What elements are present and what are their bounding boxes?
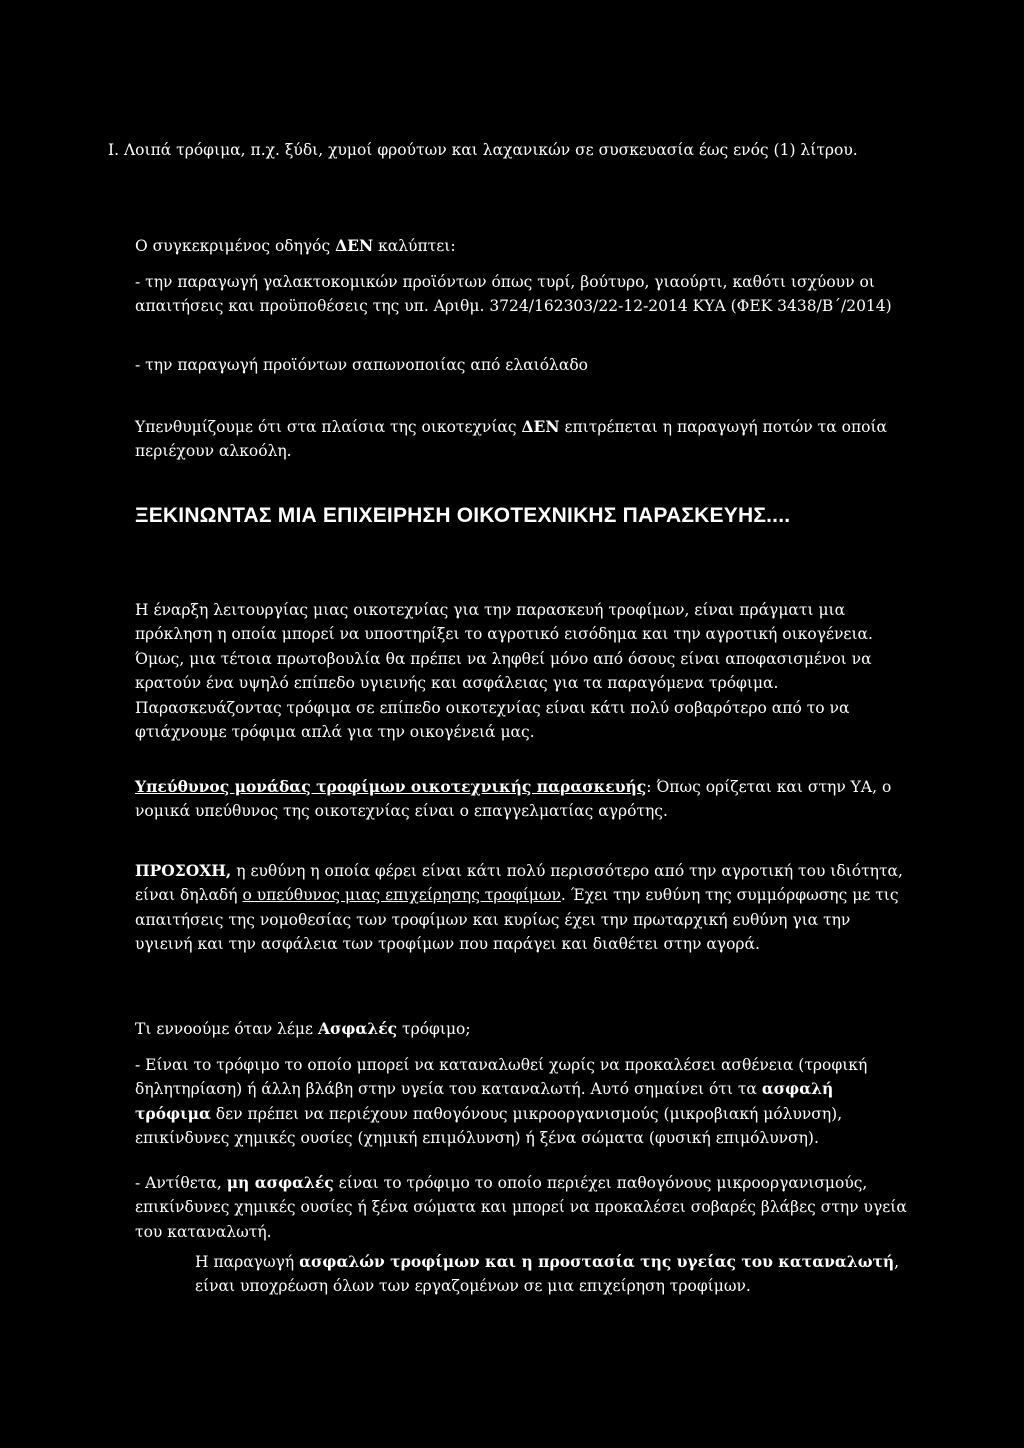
- attention-paragraph: ΠΡΟΣΟΧΗ, η ευθύνη η οποία φέρει είναι κάτι πολύ περισσότερο από την αγροτική του ιδιότητα, είναι δηλαδή ο υπεύθυνος μιας επιχείρησης τροφίμων. Έχει την ευθύνη της συμμόρφωσης με τις απαιτήσεις της νομοθεσίας των τροφίμων και κυρίως έχει την πρωταρχική ευθύνη για την υγιεινή και την ασφάλεια των τροφίμων που παράγει και διαθέτει στην αγορά.: [135, 861, 903, 954]
- responsible-paragraph: Υπεύθυνος μονάδας τροφίμων οικοτεχνικής παρασκευής: Όπως ορίζεται και στην ΥΑ, ο νομικά υπεύθυνος της οικοτεχνίας είναι ο επαγγελματίας αγρότης.: [135, 777, 892, 821]
- safe-food-question: Τι εννοούμε όταν λέμε Ασφαλές τρόφιμο;: [135, 1019, 471, 1038]
- section-heading: ΞΕΚΙΝΩΝΤΑΣ ΜΙΑ ΕΠΙΧΕΙΡΗΣΗ ΟΙΚΟΤΕΧΝΙΚΗΣ ΠΑΡΑΣΚΕΥΗΣ....: [135, 504, 791, 527]
- exclusion-item-soap: - την παραγωγή προϊόντων σαπωνοποιίας από ελαιόλαδο: [135, 356, 588, 374]
- exclusion-item-dairy: - την παραγωγή γαλακτοκομικών προϊόντων όπως τυρί, βούτυρο, γιαούρτι, καθότι ισχύουν οι απαιτήσεις και προϋποθέσεις της υπ. Αριθμ. 3724/162303/22-12-2014 ΚΥΑ (ΦΕΚ 3438/Β΄/2014): [135, 273, 892, 316]
- intro-paragraph: Η έναρξη λειτουργίας μιας οικοτεχνίας για την παρασκευή τροφίμων, είναι πράγματι μια πρόκληση η οποία μπορεί να υποστηρίξει το αγροτικό εισόδημα και την αγροτική οικογένεια. Όμως, μια τέτοια πρωτοβουλία θα πρέπει να ληφθεί μόνο από όσους είναι αποφασισμένοι να κρατούν ένα υψηλό επίπεδο υγιεινής και ασφάλειας για τα παραγόμενα τρόφιμα. Παρασκευάζοντας τρόφιμα σε επίπεδο οικοτεχνίας είναι κάτι πολύ σοβαρότερο από το να φτιάχνουμε τρόφιμα απλά για την οικογένειά μας.: [135, 601, 873, 742]
- exclusions-intro: Ο συγκεκριμένος οδηγός ΔΕΝ καλύπτει:: [135, 236, 456, 255]
- safe-food-definition: - Είναι το τρόφιμο το οποίο μπορεί να καταναλωθεί χωρίς να προκαλέσει ασθένεια (τροφική δηλητηρίαση) ή άλλη βλάβη στην υγεία του καταναλωτή. Αυτό σημαίνει ότι τα ασφαλή τρόφιμα δεν πρέπει να περιέχουν παθογόνους μικροοργανισμούς (μικροβιακή μόλυνση), επικίνδυνες χημικές ουσίες (χημική επιμόλυνση) ή ξένα σώματα (φυσική επιμόλυνση).: [135, 1056, 868, 1148]
- unsafe-food-definition: - Αντίθετα, μη ασφαλές είναι το τρόφιμο το οποίο περιέχει παθογόνους μικροοργανισμούς, επικίνδυνες χημικές ουσίες ή ξένα σώματα και μπορεί να προκαλέσει σοβαρές βλάβες στην υγεία του καταναλωτή.: [135, 1173, 907, 1241]
- item-i-paragraph: I. Λοιπά τρόφιμα, π.χ. ξύδι, χυμοί φρούτων και λαχανικών σε συσκευασία έως ενός (1) λίτρου.: [108, 141, 858, 159]
- obligation-paragraph: Η παραγωγή ασφαλών τροφίμων και η προστασία της υγείας του καταναλωτή, είναι υποχρέωση όλων των εργαζομένων σε μια επιχείρηση τροφίμων.: [195, 1252, 900, 1296]
- reminder-paragraph: Υπενθυμίζουμε ότι στα πλαίσια της οικοτεχνίας ΔΕΝ επιτρέπεται η παραγωγή ποτών τα οποία περιέχουν αλκοόλη.: [135, 417, 888, 461]
